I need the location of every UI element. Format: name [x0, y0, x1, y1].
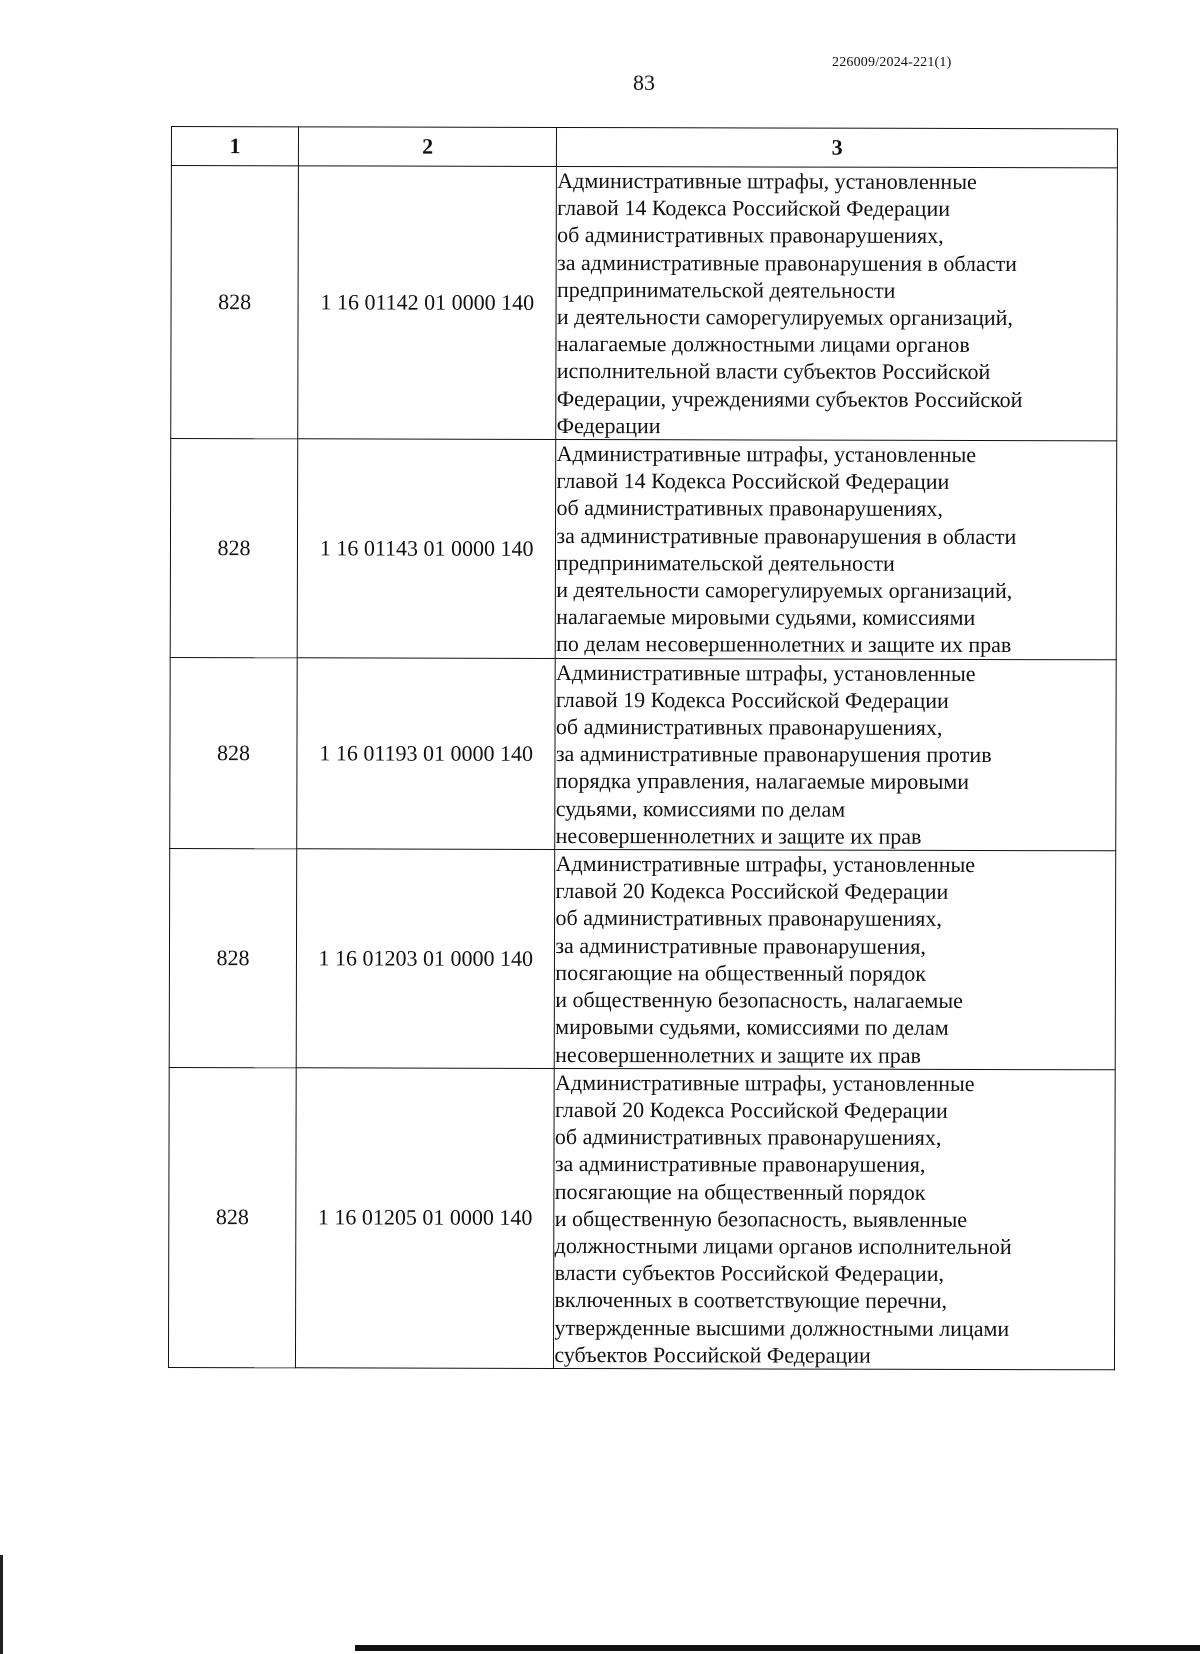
description-line: утвержденные высшими должностными лицами — [554, 1314, 1010, 1341]
description-line: главой 14 Кодекса Российской Федерации — [557, 195, 951, 222]
description-line: главой 19 Кодекса Российской Федерации — [555, 686, 949, 713]
description-line: и общественную безопасность, выявленные — [554, 1205, 968, 1232]
description-line: и деятельности саморегулируемых организаций, — [556, 576, 1013, 604]
document-registration-number: 226009/2024-221(1) — [832, 55, 952, 70]
description-line: Административные штрафы, установленные — [556, 440, 977, 467]
description-line: и деятельности саморегулируемых организаций, — [556, 303, 1013, 331]
description-line: об административных правонарушениях, — [554, 1124, 942, 1150]
description-line: за административные правонарушения, — [554, 1151, 926, 1178]
scan-bottom-edge — [355, 1645, 1200, 1651]
table-header-row — [171, 127, 1117, 168]
admin-code-cell: 828 — [169, 849, 297, 1068]
column-header-3: 3 — [557, 127, 1118, 167]
table-row — [171, 166, 1118, 441]
table-row — [170, 657, 1116, 851]
description-line: власти субъектов Российской Федерации, — [554, 1260, 945, 1287]
income-description-cell — [555, 658, 1116, 851]
description-line: Административные штрафы, установленные — [555, 851, 976, 878]
budget-codes-table — [168, 126, 1118, 1370]
table-row — [170, 439, 1117, 660]
admin-code-cell: 828 — [170, 439, 298, 658]
description-line: налагаемые мировыми судьями, комиссиями — [556, 604, 976, 631]
description-line: за административные правонарушения в области — [556, 522, 1017, 549]
description-line: Федерации — [556, 412, 661, 439]
budget-classification-code-cell: 1 16 01193 01 0000 140 — [297, 657, 556, 849]
description-line: включенных в соответствующие перечни, — [554, 1287, 948, 1314]
admin-code-cell: 828 — [168, 1067, 296, 1368]
page-number: 83 — [633, 70, 655, 95]
description-line: исполнительной власти субъектов Российской — [556, 358, 991, 385]
description-line: об административных правонарушениях, — [557, 222, 944, 249]
description-line: об административных правонарушениях, — [556, 495, 943, 522]
income-description-cell — [556, 166, 1117, 440]
description-line: несовершеннолетних и защите их прав — [555, 1041, 921, 1068]
admin-code-cell: 828 — [171, 166, 299, 439]
description-line: за административные правонарушения, — [555, 932, 926, 959]
description-line: и общественную безопасность, налагаемые — [555, 987, 963, 1014]
description-line: посягающие на общественный порядок — [554, 1178, 926, 1205]
description-line: главой 14 Кодекса Российской Федерации — [556, 468, 950, 495]
description-line: Административные штрафы, установленные — [556, 659, 976, 686]
description-line: за административные правонарушения против — [555, 741, 992, 768]
table-row — [169, 849, 1116, 1070]
budget-classification-code-cell: 1 16 01143 01 0000 140 — [297, 439, 556, 658]
description-line: порядка управления, налагаемые мировыми — [555, 768, 970, 795]
budget-classification-code-cell: 1 16 01142 01 0000 140 — [298, 166, 557, 440]
column-header-1: 1 — [171, 127, 298, 166]
description-line: предпринимательской деятельности — [556, 549, 895, 576]
description-line: об административных правонарушениях, — [555, 905, 942, 932]
description-line: главой 20 Кодекса Российской Федерации — [554, 1096, 948, 1123]
description-line: по делам несовершеннолетних и защите их прав — [556, 631, 1012, 658]
table-body — [168, 166, 1117, 1370]
admin-code-cell: 828 — [170, 657, 298, 849]
description-line: судьями, комиссиями по делам — [555, 795, 846, 822]
description-line: Административные штрафы, установленные — [557, 167, 977, 194]
description-line: посягающие на общественный порядок — [555, 959, 927, 986]
income-description-cell — [554, 1068, 1115, 1370]
description-line: главой 20 Кодекса Российской Федерации — [555, 878, 949, 905]
column-header-2: 2 — [299, 127, 557, 167]
description-line: предпринимательской деятельности — [556, 276, 896, 303]
description-line: об административных правонарушениях, — [555, 714, 943, 740]
description-line: должностными лицами органов исполнительной — [554, 1232, 1012, 1259]
description-line: за административные правонарушения в области — [557, 249, 1018, 276]
table-row — [168, 1067, 1115, 1370]
description-line: несовершеннолетних и защите их прав — [555, 822, 922, 849]
scan-left-edge — [0, 1555, 3, 1654]
budget-classification-code-cell: 1 16 01205 01 0000 140 — [296, 1068, 555, 1369]
description-line: Федерации, учреждениями субъектов Российской — [556, 385, 1023, 412]
income-description-cell — [556, 439, 1117, 659]
description-line: мировыми судьями, комиссиями по делам — [555, 1014, 949, 1041]
description-line: Административные штрафы, установленные — [555, 1069, 975, 1096]
description-line: налагаемые должностными лицами органов — [556, 331, 970, 358]
income-description-cell — [555, 850, 1116, 1070]
budget-classification-code-cell: 1 16 01203 01 0000 140 — [296, 849, 555, 1068]
description-line: субъектов Российской Федерации — [554, 1341, 871, 1368]
